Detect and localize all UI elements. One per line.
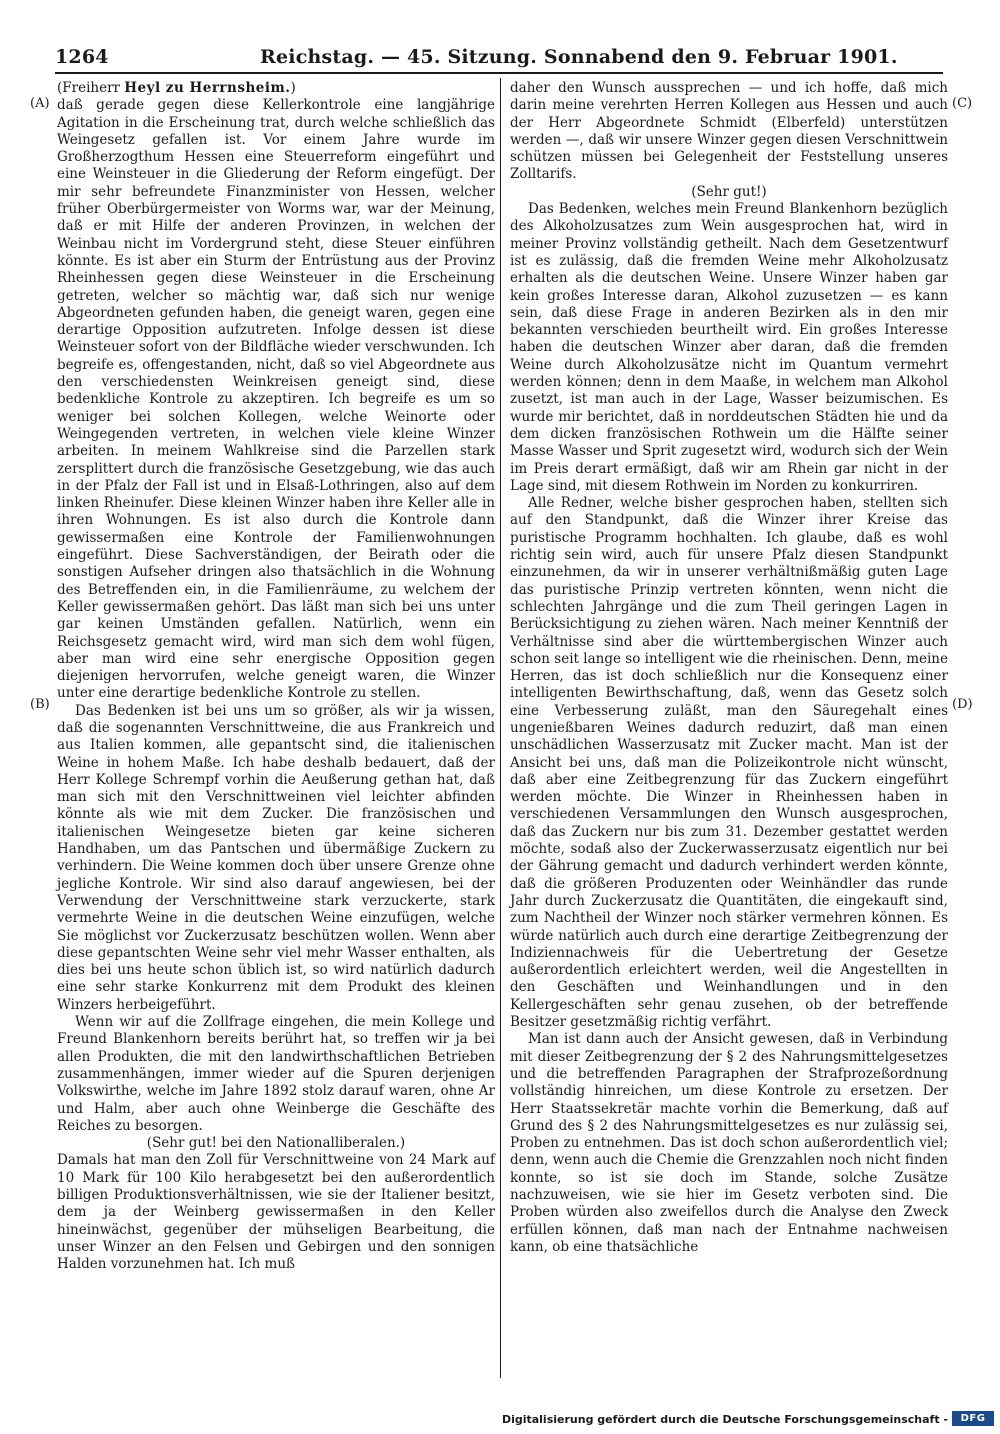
- speaker-suffix: ): [290, 80, 296, 96]
- margin-marker-a: (A): [30, 96, 50, 111]
- left-column: [57, 80, 495, 1273]
- interjection: (Sehr gut! bei den Nationalliberalen.): [146, 1135, 406, 1152]
- paragraph: Wenn wir auf die Zollfrage eingehen, die mein Kollege und Freund Blankenhorn bereits berührt hat, so treffen wir ja bei allen Produkten, die mit den landwirthschaftlichen Betrieben zusammenhängen, immer wieder auf die Spuren derjenigen Volkswirthe, welche im Jahre 1892 stolz darauf waren, ohne Ar und Halm, aber auch ohne Weinberge die Geschäfte des Reiches zu besorgen.: [57, 1014, 495, 1134]
- paragraph: daher den Wunsch aussprechen — und ich hoffe, daß mich darin meine verehrten Herren Kollegen aus Hessen und auch der Herr Abgeordnete Schmidt (Elberfeld) unterstützen werden —, daß wir unsere Winzer gegen diesen Verschnittwein schützen müssen bei Gelegenheit der Feststellung unseres Zolltarifs.: [510, 80, 948, 183]
- speaker-prefix: (Freiherr: [57, 80, 125, 96]
- paragraph: Alle Redner, welche bisher gesprochen haben, stellten sich auf den Standpunkt, daß die Winzer ihrer Kreise das puristische Programm hochhalten. Ich glaube, daß es wohl richtig sein wird, auch für unsere Pfalz diesen Standpunkt einzunehmen, da wir in unserer verhältnißmäßig guten Lage das puristische Prinzip vertreten könnten, wenn nicht die schlechten Jahrgänge und die zum Theil geringen Lagen in Berücksichtigung zu ziehen wären. Nach meiner Kenntniß der Verhältnisse sind aber die württembergischen Winzer auch schon seit lange so intelligent wie die rheinischen. Denn, meine Herren, das ist doch schließlich nur die Konsequenz einer intelligenten Bewirthschaftung, daß, wenn das Gesetz solch eine Verbesserung zuläßt, man den Säuregehalt eines ungenießbaren Weines dadurch reduzirt, daß man einen unschädlichen Wasserzusatz mit Zucker macht. Man ist der Ansicht bei uns, daß man die Polizeikontrole nicht wünscht, daß aber eine Zeitbegrenzung für das Zuckern eingeführt werden möchte. Die Winzer in Rheinhessen haben in verschiedenen Versammlungen den Wunsch ausgesprochen, daß das Zuckern nur bis zum 31. Dezember gestattet werden möchte, sodaß also der Zuckerwasserzusatz eigentlich nur bei der Gährung gemacht und dadurch verhindert werden könnte, daß die größeren Produzenten oder Weinhändler das runde Jahr durch Zuckerzusatz die Quantitäten, die eingekauft sind, zum Nachtheil der Winzer noch stärker vermehren können. Es würde natürlich auch durch eine derartige Zeitbegrenzung der Indiziennachweis für die Uebertretung der Gesetze außerordentlich erleichtert werden, weil die Angestellten in den Geschäften und Weinhandlungen und in den Kellergeschäften sehr genau zusehen, ob der betreffende Besitzer gesetzmäßig richtig verfährt.: [510, 495, 948, 1031]
- dfg-logo: DFG: [952, 1411, 994, 1426]
- speaker-name: Heyl zu Herrnsheim.: [124, 80, 291, 96]
- margin-marker-d: (D): [952, 697, 973, 712]
- paragraph: Das Bedenken ist bei uns um so größer, als wir ja wissen, daß die sogenannten Verschnittweine, die aus Frankreich und aus Italien kommen, alle gepantscht sind, die italienischen Weine in hohem Maße. Ich habe deshalb bedauert, daß der Herr Kollege Schrempf vorhin die Aeußerung gethan hat, daß man sich mit den Verschnittweinen viel leichter abfinden könnte als wie mit dem Zucker. Die französischen und italienischen Weingesetze bieten gar keine sicheren Handhaben, um das Pantschen und übermäßige Zuckern zu verhindern. Die Weine kommen doch über unsere Grenze ohne jegliche Kontrole. Wir sind also darauf angewiesen, bei der Verwendung der Verschnittweine stark verzuckerte, stark vermehrte Weine in die deutschen Weine einzufügen, welche Sie möglichst vor Zuckerzusatz beschützen wollen. Wenn aber diese gepantschten Weine sehr viel mehr Wasser enthalten, als dies bei uns heute schon üblich ist, so wird natürlich dadurch eine sehr starke Konkurrenz mit dem Produkt des kleinen Winzers herbeigeführt.: [57, 702, 495, 1013]
- running-title: Reichstag. — 45. Sitzung. Sonnabend den 9. Februar 1901.: [260, 46, 898, 68]
- column-divider: [500, 78, 501, 1378]
- paragraph: Man ist dann auch der Ansicht gewesen, daß in Verbindung mit dieser Zeitbegrenzung der § 2 des Nahrungsmittelgesetzes und die betreffenden Paragraphen der Strafprozeßordnung vollständig hinreichen, um diese Kontrole zu ersetzen. Der Herr Staatssekretär machte vorhin die Bemerkung, daß auf Grund des § 2 des Nahrungsmittelgesetzes es nur zulässig sei, Proben zu entnehmen. Das ist doch schon außerordentlich viel; denn, wenn auch die Chemie die Grenzzahlen noch nicht finden konnte, so ist sie doch im Stande, solche Zusätze nachzuweisen, wie sie hier im Gesetz verboten sind. Die Proben würden also zweifellos durch die Analyse den Zweck erfüllen können, daß man nach der Entnahme nachweisen kann, ob eine thatsächliche: [510, 1031, 948, 1255]
- interjection: (Sehr gut!): [691, 183, 767, 200]
- page-number: 1264: [55, 46, 109, 68]
- funding-credit: Digitalisierung gefördert durch die Deutsche Forschungsgemeinschaft -: [501, 1413, 948, 1426]
- page-header: [55, 44, 940, 74]
- header-rule: [55, 72, 943, 74]
- paragraph: daß gerade gegen diese Kellerkontrole eine langjährige Agitation in die Erscheinung trat, durch welche schließlich das Weingesetz gefallen ist. Vor einem Jahre wurde im Großherzogthum Hessen eine Steuerreform eingeführt und eine Weinsteuer in die Gliederung der Reform eingefügt. Der mir sehr befreundete Finanzminister von Hessen, welcher früher Oberbürgermeister von Worms war, war der Meinung, daß er mit Hilfe der anderen Provinzen, in welchen der Weinbau nicht im Vordergrund steht, diese Steuer einführen könnte. Es ist aber ein Sturm der Entrüstung aus der Provinz Rheinhessen gegen diese Weinsteuer in die Erscheinung getreten, welcher so mächtig war, daß sich nur wenige Abgeordneten gefunden haben, die geneigt waren, gegen eine derartige Opposition aufzutreten. Infolge dessen ist diese Weinsteuer sofort von der Bildfläche wieder verschwunden. Ich begreife es, offengestanden, nicht, daß so viel Abgeordnete aus den verschiedensten Weinkreisen geneigt sind, diese bedenkliche Kontrole zu akzeptiren. Ich begreife es um so weniger bei solchen Kollegen, welche Weinorte oder Weingegenden vertreten, in welchen viele kleine Winzer arbeiten. In meinem Wahlkreise sind die Parzellen stark zersplittert durch die französische Gesetzgebung, wie das auch in der Pfalz der Fall ist und in Elsaß-Lothringen, also auf dem linken Rheinufer. Diese kleinen Winzer haben ihre Keller alle in ihren Wohnungen. Es ist also durch die Kontrole dann gewissermaßen eine Kontrole der Familienwohnungen eingeführt. Diese Sachverständigen, der Beirath oder die sonstigen Aufseher dringen also thatsächlich in die Wohnung des Betreffenden ein, in die Familienräume, zu welchem der Keller gewissermaßen gehört. Das läßt man sich bei uns unter gar keinen Umständen gefallen. Natürlich, wenn ein Reichsgesetz gemacht wird, wird man sich dem wohl fügen, aber man wird eine sehr energische Opposition gegen diejenigen hervorrufen, welche geneigt waren, die Winzer unter eine derartige bedenkliche Kontrole zu stellen.: [57, 97, 495, 702]
- right-column: [510, 80, 948, 1256]
- speaker-line: [57, 80, 495, 97]
- paragraph: Das Bedenken, welches mein Freund Blankenhorn bezüglich des Alkoholzusatzes zum Wein ausgesprochen hat, wird in meiner Provinz vollständig getheilt. Nach dem Gesetzentwurf ist es zulässig, daß die fremden Weine mehr Alkoholzusatz erhalten als die deutschen Weine. Unsere Winzer haben gar kein großes Interesse daran, Alkohol zuzusetzen — es kann sein, daß diese Frage in anderen Bezirken als in den mir bekannten verschieden beurtheilt wird. Ein großes Interesse haben die deutschen Winzer aber daran, daß die fremden Weine durch Alkoholzusätze nicht im Quantum vermehrt werden können; denn in dem Maaße, in welchem man Alkohol zusetzt, ist man auch in der Lage, Wasser beizumischen. Es wurde mir berichtet, daß in norddeutschen Städten hie und da dem dicken französischen Rothwein um die Hälfte seiner Masse Wasser und Sprit zugesetzt wird, wodurch sich der Wein im Preis derart ermäßigt, daß wir am Rhein gar nicht in der Lage sind, mit diesem Rothwein im Norden zu konkurriren.: [510, 201, 948, 494]
- paragraph: Damals hat man den Zoll für Verschnittweine von 24 Mark auf 10 Mark für 100 Kilo herabgesetzt bei den außerordentlich billigen Produktionsverhältnissen, wie sie der Italiener besitzt, dem ja der Weinberg gewissermaßen in den Keller hineinwächst, gegenüber der mühseligen Bearbeitung, die unser Winzer an den Felsen und Gebirgen und den sonnigen Halden vorzunehmen hat. Ich muß: [57, 1152, 495, 1273]
- margin-marker-c: (C): [952, 96, 973, 111]
- margin-marker-b: (B): [30, 697, 50, 712]
- footer: [0, 1412, 1000, 1428]
